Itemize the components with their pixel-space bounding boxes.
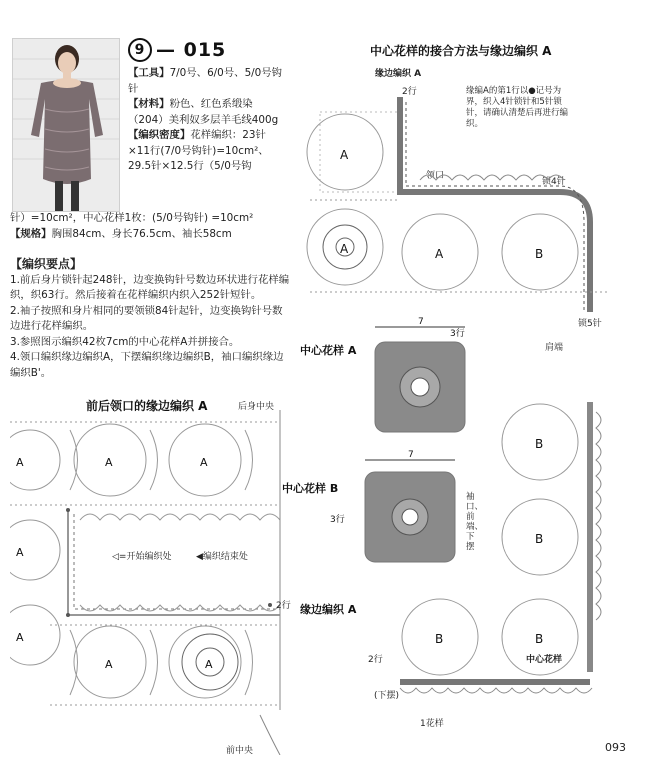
edge-a-label: 缘边编织 A bbox=[375, 69, 422, 79]
center-motif-a-label: 中心花样 A bbox=[300, 344, 357, 357]
hem-label: (下摆) bbox=[374, 691, 400, 701]
neck-label: 领口 bbox=[426, 171, 445, 181]
note-item-1: 1.前后身片锁针起248针，边变换钩针号数边环状进行花样编织，织63行。然后接着在花样编织内织入252针短针。 bbox=[10, 273, 290, 301]
size-line: 【规格】胸围84cm、身长76.5cm、袖长58cm bbox=[10, 227, 232, 240]
tools-line: 【工具】7/0号、6/0号、5/0号钩针 bbox=[128, 67, 283, 95]
model-photo bbox=[12, 38, 120, 212]
note-item-3: 3.参照图示编织42枚7cm的中心花样A并拼接合。 bbox=[10, 335, 240, 348]
yarn-line: 【材料】粉色、红色系缎染（204）美利奴多层羊毛线400g bbox=[128, 98, 279, 126]
motif-a-label: A bbox=[435, 247, 444, 261]
chain4-label: 锁4针 bbox=[542, 177, 566, 187]
chain5-label: 锁5针 bbox=[578, 319, 602, 329]
left-crochet-diagram bbox=[10, 410, 292, 755]
motif-b-label: B bbox=[435, 632, 444, 646]
motif-b-label: B bbox=[535, 437, 544, 451]
center-motif-label: 中心花样 bbox=[526, 655, 563, 665]
one-motif-label: 1花样 bbox=[420, 719, 444, 729]
motif-b-label: B bbox=[535, 632, 544, 646]
motif-a-label: A bbox=[340, 148, 349, 162]
left-rows-label: 2行 bbox=[276, 601, 291, 611]
edge-a-label-bottom: 缘边编织 A bbox=[300, 603, 357, 616]
rows-3-label: 3行 bbox=[330, 515, 345, 525]
motif-a-label: A bbox=[105, 456, 113, 469]
motif-a-label: A bbox=[200, 456, 208, 469]
bottom-rows-label: 2行 bbox=[368, 655, 383, 665]
motif-a-label: A bbox=[205, 658, 213, 671]
page-number: 093 bbox=[605, 741, 626, 754]
gauge-line-2: ×11行(7/0号钩针)=10cm²、 bbox=[128, 144, 269, 157]
width-7-label: 7 bbox=[408, 450, 414, 460]
notes-heading: 【编织要点】 bbox=[10, 257, 83, 271]
knitting-notes bbox=[10, 257, 292, 381]
legend-start: ◁=开始编织处 bbox=[112, 552, 172, 562]
axis-note: 袖口、前端、下摆 bbox=[466, 492, 484, 552]
pattern-title bbox=[128, 38, 226, 62]
note-item-2: 2.袖子按照和身片相同的要领锁84针起针，边变换钩针号数边进行花样编织。 bbox=[10, 304, 283, 332]
pattern-code: — 015 bbox=[156, 39, 227, 61]
motif-b-label: B bbox=[535, 247, 544, 261]
left-diagram-title: 前后领口的缘边编织 A bbox=[86, 399, 208, 413]
width-7-label: 7 bbox=[418, 317, 424, 327]
shoulder-label: 肩端 bbox=[545, 343, 564, 353]
gauge-size-block bbox=[10, 211, 292, 242]
front-center-label: 前中央 bbox=[226, 746, 254, 756]
gauge-line-3: 29.5针×12.5行（5/0号钩 bbox=[128, 160, 252, 172]
back-center-label: 后身中央 bbox=[238, 402, 275, 412]
gauge-line: 【编织密度】花样编织：23针 bbox=[128, 129, 266, 141]
right-crochet-diagram bbox=[290, 82, 646, 722]
pattern-number-badge: 9 bbox=[128, 38, 152, 62]
motif-a-label: A bbox=[16, 456, 24, 469]
right-diagram-title: 中心花样的接合方法与缘边编织 A bbox=[370, 44, 552, 58]
rows-3-label: 3行 bbox=[450, 329, 465, 339]
motif-a-label: A bbox=[16, 546, 24, 559]
materials-block bbox=[128, 66, 288, 175]
motif-a-label: A bbox=[16, 631, 24, 644]
note-item-4: 4.领口编织缘边编织A，下摆编织缘边编织B，袖口编织缘边编织B'。 bbox=[10, 351, 284, 379]
motif-a-label: A bbox=[340, 242, 349, 256]
edge-note: 缘编A的第1行以●记号为界，织入4针锁针和5针锁针，请确认清楚后再进行编织。 bbox=[466, 86, 569, 129]
center-motif-b-label: 中心花样 B bbox=[282, 482, 339, 495]
legend-end: ◀编织结束处 bbox=[196, 552, 248, 562]
model-photo-illustration bbox=[13, 39, 119, 211]
motif-a-label: A bbox=[105, 658, 113, 671]
right-rows-label: 2行 bbox=[402, 87, 417, 97]
motif-b-label: B bbox=[535, 532, 544, 546]
gauge-line-4: 针）=10cm²，中心花样1枚：(5/0号钩针) =10cm² bbox=[10, 212, 254, 224]
